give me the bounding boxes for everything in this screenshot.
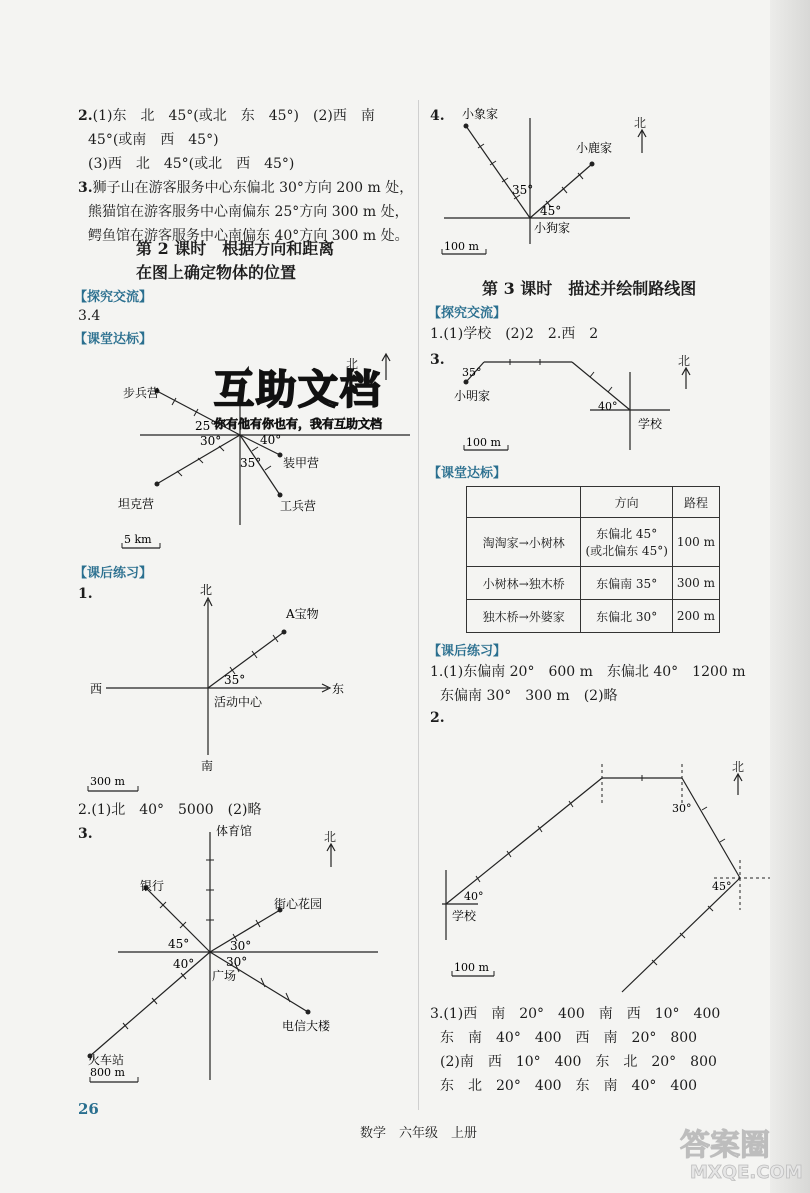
angle-45: 45° (712, 880, 732, 893)
table-row (467, 518, 720, 567)
angle-40: 40° (260, 433, 282, 447)
table-header-row (467, 487, 720, 518)
table-cell-route: 独木桥→外婆家 (467, 600, 581, 633)
north-arrow-icon (325, 842, 337, 868)
corner-logo: 答案圈 (680, 1128, 770, 1163)
q3-line1: 3.狮子山在游客服务中心东偏北 30°方向 200 m 处， (78, 180, 414, 196)
angle-35: 35° (512, 183, 534, 197)
column-divider (418, 100, 419, 1110)
angle-45: 45° (168, 937, 190, 951)
label-bubing: 步兵营 (123, 386, 160, 400)
table-cell-distance: 200 m (672, 600, 719, 633)
section-after-r: 【课后练习】 (428, 644, 507, 659)
scale-100m: 100 m (454, 961, 489, 974)
watermark: 互助文档 你有他有你也有，我有互助文档 (214, 367, 383, 431)
ex3-line4-r: 东 北 20° 400 东 南 40° 400 (440, 1078, 698, 1094)
q2-line2: 45°(或南 西 45°) (88, 132, 219, 148)
ex1-label: 1. (78, 586, 93, 602)
figure-route-map (430, 760, 770, 1000)
table-header-cell: 方向 (581, 487, 672, 518)
fig6-north-label: 北 (732, 760, 745, 774)
north-arrow-icon (636, 128, 648, 154)
label-station: 火车站 (88, 1053, 125, 1067)
q3-line2: 熊猫馆在游客服务中心南偏东 25°方向 300 m 处， (88, 204, 409, 220)
angle-40: 40° (598, 400, 618, 413)
q3-line3: 鳄鱼馆在游客服务中心南偏东 40°方向 300 m 处。 (88, 228, 409, 244)
ex1-line2-r: 东偏南 30° 300 m (2)略 (440, 688, 618, 704)
section-explore: 【探究交流】 (74, 290, 153, 305)
q2-line3: (3)西 北 45°(或北 西 45°) (88, 156, 295, 172)
label-elephant: 小象家 (462, 107, 499, 121)
scale-800m: 800 m (90, 1066, 125, 1079)
table-cell-route: 淘淘家→小树林 (467, 518, 581, 567)
scale-100m: 100 m (466, 436, 501, 449)
label-activity-center: 活动中心 (214, 695, 263, 709)
fig2-east: 东 (332, 682, 345, 696)
table-cell-direction: 东偏北 45° (或北偏东 45°) (581, 518, 672, 567)
scale-300m: 300 m (90, 775, 125, 788)
table-row (467, 600, 720, 633)
fig5-north-label: 北 (678, 354, 691, 368)
angle-30: 30° (200, 434, 222, 448)
section-explore-r: 【探究交流】 (428, 306, 507, 321)
scale-100m: 100 m (444, 240, 479, 253)
page-number: 26 (78, 1100, 99, 1118)
angle-45: 45° (540, 204, 562, 218)
label-school: 学校 (452, 909, 477, 923)
ex2-label-r: 2. (430, 710, 445, 726)
ex3-line2-r: 东 南 40° 400 西 南 20° 800 (440, 1030, 698, 1046)
scale-5km: 5 km (124, 533, 152, 546)
ex3-line3-r: (2)南 西 10° 400 东 北 20° 800 (440, 1054, 717, 1070)
fig2-north: 北 (200, 583, 213, 597)
label-school: 学校 (638, 417, 663, 431)
q3-label-r: 3. (430, 352, 445, 368)
footer-text: 数学 六年级 上册 (360, 1126, 478, 1141)
label-treasure: A宝物 (286, 607, 319, 621)
ex3-line1-r: 3.(1)西 南 20° 400 南 西 10° 400 (430, 1006, 721, 1022)
label-garden: 街心花园 (274, 897, 323, 911)
table-cell-distance: 300 m (672, 567, 719, 600)
section-class: 【课堂达标】 (74, 332, 153, 347)
ex2-answer: 2.(1)北 40° 5000 (2)略 (78, 802, 262, 818)
label-bank: 银行 (140, 879, 165, 893)
figure-route-school (440, 350, 710, 460)
angle-30b: 30° (226, 955, 248, 969)
angle-30: 30° (672, 802, 692, 815)
fig3-north-label: 北 (324, 830, 337, 844)
north-arrow-icon (680, 366, 692, 390)
ex1-line1-r: 1.(1)东偏南 20° 600 m 东偏北 40° 1200 m (430, 664, 746, 680)
table-header-cell: 路程 (672, 487, 719, 518)
label-zhuangjia: 装甲营 (283, 456, 320, 470)
section-after: 【课后练习】 (74, 566, 153, 581)
route-table (466, 486, 720, 633)
fig2-west: 西 (90, 682, 103, 696)
angle-35: 35° (224, 673, 246, 687)
angle-35: 35° (240, 456, 262, 470)
fig1-north-label: 北 (346, 357, 359, 371)
page-edge (770, 0, 810, 1193)
lesson3-title: 第 3 课时 描述并绘制路线图 (482, 279, 697, 298)
table-cell-direction: 东偏北 30° (581, 600, 672, 633)
label-tanke: 坦克营 (118, 497, 155, 511)
table-cell-distance: 100 m (672, 518, 719, 567)
label-deer: 小鹿家 (576, 141, 613, 155)
table-cell-direction: 东偏南 35° (581, 567, 672, 600)
angle-40: 40° (464, 890, 484, 903)
table-row (467, 567, 720, 600)
corner-url: MXQE.COM (690, 1162, 803, 1183)
label-ming: 小明家 (454, 389, 491, 403)
lesson2-title-line2: 在图上确定物体的位置 (136, 263, 297, 282)
section-class-r: 【课堂达标】 (428, 466, 507, 481)
label-dog: 小狗家 (534, 221, 571, 235)
table-header-cell (467, 487, 581, 518)
fig4-north-label: 北 (634, 116, 647, 130)
label-gym: 体育馆 (216, 824, 253, 838)
angle-40: 40° (173, 957, 195, 971)
explore-answer: 3.4 (78, 308, 101, 324)
explore-answer-r: 1.(1)学校 (2)2 2.西 2 (430, 326, 599, 342)
table-cell-route: 小树林→独木桥 (467, 567, 581, 600)
lesson2-title-line1: 第 2 课时 根据方向和距离 (136, 239, 335, 258)
figure-activity-center (78, 580, 408, 795)
label-square: 广场 (212, 969, 237, 983)
angle-25: 25° (195, 419, 217, 433)
q4-label: 4. (430, 108, 445, 124)
fig2-south: 南 (201, 759, 214, 773)
q2-line1: 2.(1)东 北 45°(或北 东 45°) (2)西 南 (78, 108, 375, 124)
angle-35: 35° (462, 366, 482, 379)
label-gongbing: 工兵营 (280, 499, 317, 513)
angle-30a: 30° (230, 939, 252, 953)
ex3-label: 3. (78, 826, 93, 842)
north-arrow-icon (732, 772, 744, 796)
label-telecom: 电信大楼 (282, 1019, 331, 1033)
